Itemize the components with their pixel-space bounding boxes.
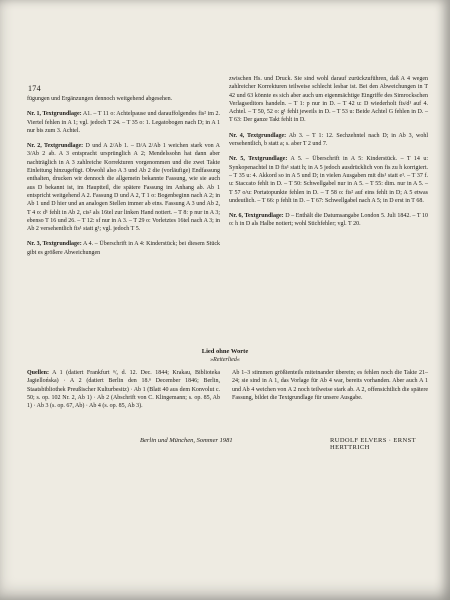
signoff-authors: RUDOLF ELVERS · ERNST HERTTRICH bbox=[330, 437, 416, 451]
right-column bbox=[229, 75, 428, 236]
nr2-heading: Nr. 2, Textgrundlage: bbox=[27, 143, 84, 150]
nr3-text: A 4. – Überschrift in A 4: Kinderstück; bei diesem Stück gibt es größere Abweichungen bbox=[27, 241, 221, 256]
nr4-heading: Nr. 4, Textgrundlage: bbox=[229, 132, 287, 139]
nr4-paragraph bbox=[229, 132, 428, 149]
left-column bbox=[27, 95, 220, 264]
nr4-text: Ab 3. – T 1: 12. Sechzehntel nach D; in Ab 3, wohl versehentlich, b statt a; s. aber T 2 und 7. bbox=[229, 132, 429, 148]
nr6-text: D – Enthält die Datumsangabe London 5. Juli 1842. – T 10 o: h in D als Halbe notiert; wohl Stichfehler; vgl. T 20. bbox=[229, 213, 429, 228]
nr6-paragraph bbox=[229, 212, 428, 229]
signoff-place-date: Berlin und München, Sommer 1981 bbox=[140, 437, 233, 444]
nr2-text: D und A 2/Ab 1. – D/A 2/Ab 1 weichen stark von A 3/Ab 2 ab. A 3 entspracht ursprünglich A 2; Mendelssohn hat dann aber nachträglich in A 3 zahlreiche Korrekturen vorgenommen und die zwei Takte Einleitung hinzugefügt. Obwohl also A 3 und Ab 2 die (vorläufige) Endfassung enthalten, drucken wir dennoch die allgemein bekannte Fassung, wie sie auch aus D bekannt ist, im Hauptteil, die spätere Fassung im Anhang ab. Ab 1 entspricht weitgehend A 2. bbox=[27, 143, 220, 199]
nr2-paragraph bbox=[27, 142, 220, 233]
nr1-heading: Nr. 1, Textgrundlage: bbox=[27, 111, 82, 118]
sources-text: A 1 (datiert Frankfurt ⁿ/ₐ d. 12. Dec. 1844; Krakau, Biblioteka Jagiellońska) · A 2 (datiert Berlin den 18.ⁿ December 1846; Berlin, Staatsbibliothek Preußischer Kulturbesitz) · Ab 1 (Blatt 40 aus dem Konvolut c. 50; s. op. 102 Nr. 2, Ab 1) · Ab 2 (Abschrift von C. Klingemann; s. op. 85, Ab 1) · Ab 3 (s. op. 67, Ab) · Ab 4 (s. op. 85, Ab 3). bbox=[27, 370, 220, 410]
sources-paragraph bbox=[27, 369, 220, 410]
intro-paragraph: fügungen und Ergänzungen dennoch weitgehend abgesehen. bbox=[27, 96, 173, 102]
sources-commentary: Ab 1–3 stimmen größtenteils miteinander überein; es fehlen noch die Takte 21–24; sie sind in A 1, das Vorlage für Ab 4 war, bereits vorhanden. Aber auch A 1 und Ab 4 weichen von A 2 noch teilweise stark ab. A 2, offensichtlich die spätere Fassung, bildet die Textgrundlage für unsere Ausgabe. bbox=[232, 370, 428, 401]
sources-heading: Quellen: bbox=[27, 370, 49, 376]
nr3-heading: Nr. 3, Textgrundlage: bbox=[27, 241, 82, 248]
section-title: Lied ohne Worte bbox=[201, 348, 249, 355]
nr3-paragraph bbox=[27, 240, 220, 257]
nr5-heading: Nr. 5, Textgrundlage: bbox=[229, 156, 288, 163]
nr3-continuation: zwischen Hs. und Druck. Sie sind wohl darauf zurückzuführen, daß A 4 wegen zahlreicher Korrekturen teilweise schlecht lesbar ist. Bei den Abweichungen in T 42 und 63 könnte es sich aber auch um eigenmächtige Eingriffe des Simrockschen Verlagseditors handeln. – T 1: p nur in D. – T 42 u: D wiederholt fis/d¹ auf 4. Achtel. – T 50, 52 o: g¹ fehlt jeweils in D. – T 53 u: Beide Achtel G fehlen in D. – T 63: Der ganze Takt fehlt in D. bbox=[229, 76, 428, 124]
nr6-heading: Nr. 6, Textgrundlage: bbox=[229, 213, 284, 220]
nr5-paragraph bbox=[229, 155, 428, 205]
nr2-text-continued: Fassung D und A 2, T 1 o: Bogenbeginn nach A 2; in Ab 1 und D hier und an analogen Stellen immer ab eins. Fassung A 3 und Ab 2, T 4 o: d¹ fehlt in Ab 2, cis² als 16tel zur linken Hand notiert. – T 8: p nur in A 3; ebenso T 16 und 26. – T 12: sf nur in A 3. – T 29 o: Vorletztes 16tel nach A 3; in Ab 2 versehentlich fis¹ statt g¹; vgl. jedoch T 5. bbox=[27, 192, 220, 233]
page-number: 174 bbox=[28, 84, 41, 93]
section-subtitle: »Reiterlied« bbox=[210, 357, 240, 363]
nr1-text: A1. – T 11 o: Achtelpause und darauffolgendes fis² im 2. Viertel fehlen in A 1; vgl. jedoch T 24. – T 35 o: 1. Legatobogen nach D; in A 1 nur bis zum 3. Achtel. bbox=[27, 111, 221, 134]
nr1-paragraph bbox=[27, 110, 220, 135]
nr5-text: A 5. – Überschrift in A 5: Kinderstück. – T 14 u: Synkopenachtel in D fis¹ statt h; in A 5 jedoch ausdrücklich von fis zu h korrigiert. – T 35 u: 4. Akkord so in A 5 und D; in vielen Ausgaben mit dis¹ statt e¹. – T 37 f. u: Staccato fehlt in D. – T 50: Schwellgabel nur in A 5. – T 55: dim. nur in A 5. – T 57 o/u: Portatopunkte fehlen in D. – T 58 o: fis² auf eins fehlt in D; A 5 etwas undeutlich. – T 66: p fehlt in D. – T 67: Schwellgabel nach A 5; in D erst in T 68. bbox=[229, 156, 428, 204]
